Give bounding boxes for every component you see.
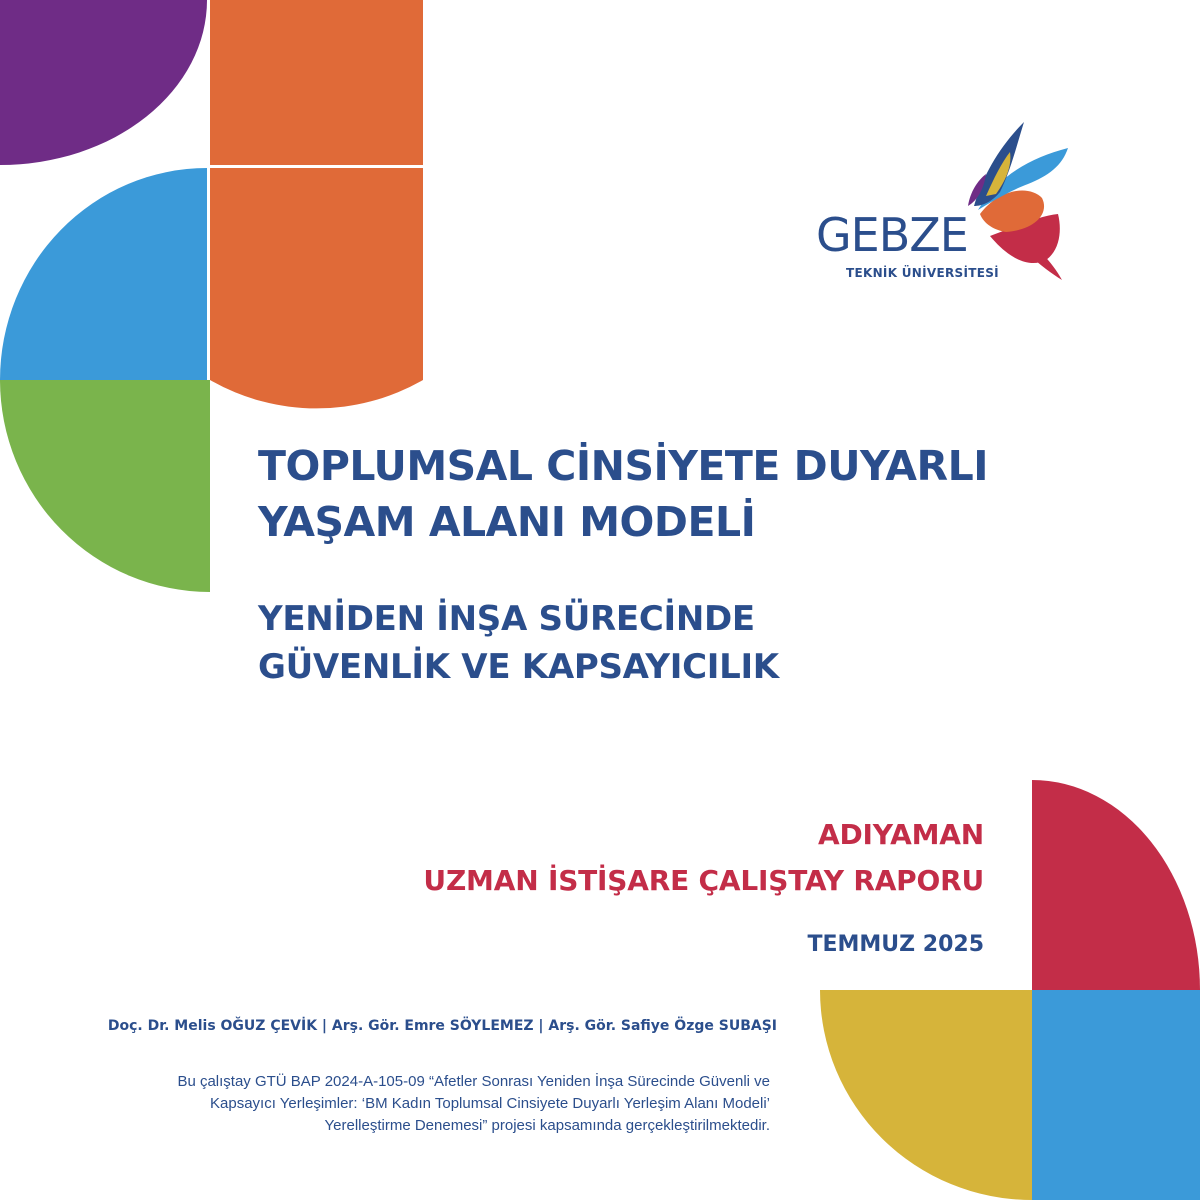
report-place: ADIYAMAN <box>818 818 984 851</box>
report-title <box>258 438 1118 550</box>
report-subtitle <box>258 595 1018 691</box>
green-quarter-shape <box>0 380 210 592</box>
orange-quarter-shape <box>210 168 423 408</box>
report-type: UZMAN İSTİŞARE ÇALIŞTAY RAPORU <box>423 864 984 897</box>
crimson-quarter-shape <box>1032 780 1200 990</box>
logo-subtitle: TEKNİK ÜNİVERSİTESİ <box>846 266 999 280</box>
purple-quarter-shape <box>0 0 207 165</box>
blue-rect-shape <box>1032 990 1200 1200</box>
subtitle-line-1: YENİDEN İNŞA SÜRECİNDE <box>258 599 755 639</box>
orange-rect-shape <box>210 0 423 165</box>
logo-wordmark: GEBZE <box>816 208 968 262</box>
blue-quarter-shape <box>0 168 207 380</box>
note-line-1: Bu çalıştay GTÜ BAP 2024-A-105-09 “Afetler Sonrası Yeniden İnşa Sürecinde Güvenli ve <box>177 1073 770 1090</box>
yellow-quarter-shape <box>820 990 1032 1200</box>
note-line-3: Yerelleştirme Denemesi” projesi kapsamında gerçekleştirilmektedir. <box>324 1117 770 1134</box>
authors-line: Doç. Dr. Melis OĞUZ ÇEVİK | Arş. Gör. Emre SÖYLEMEZ | Arş. Gör. Safiye Özge SUBAŞI <box>107 1018 777 1034</box>
note-line-2: Kapsayıcı Yerleşimler: ‘BM Kadın Toplumsal Cinsiyete Duyarlı Yerleşim Alanı Modeli’ <box>210 1095 770 1112</box>
gebze-logo <box>812 118 1072 288</box>
report-date: TEMMUZ 2025 <box>807 932 984 957</box>
title-line-1: TOPLUMSAL CİNSİYETE DUYARLI <box>258 442 988 490</box>
title-line-2: YAŞAM ALANI MODELİ <box>258 498 756 546</box>
project-note <box>70 1071 770 1137</box>
butterfly-emblem-icon <box>950 118 1072 283</box>
subtitle-line-2: GÜVENLİK VE KAPSAYICILIK <box>258 647 779 687</box>
report-place-block <box>224 812 984 904</box>
